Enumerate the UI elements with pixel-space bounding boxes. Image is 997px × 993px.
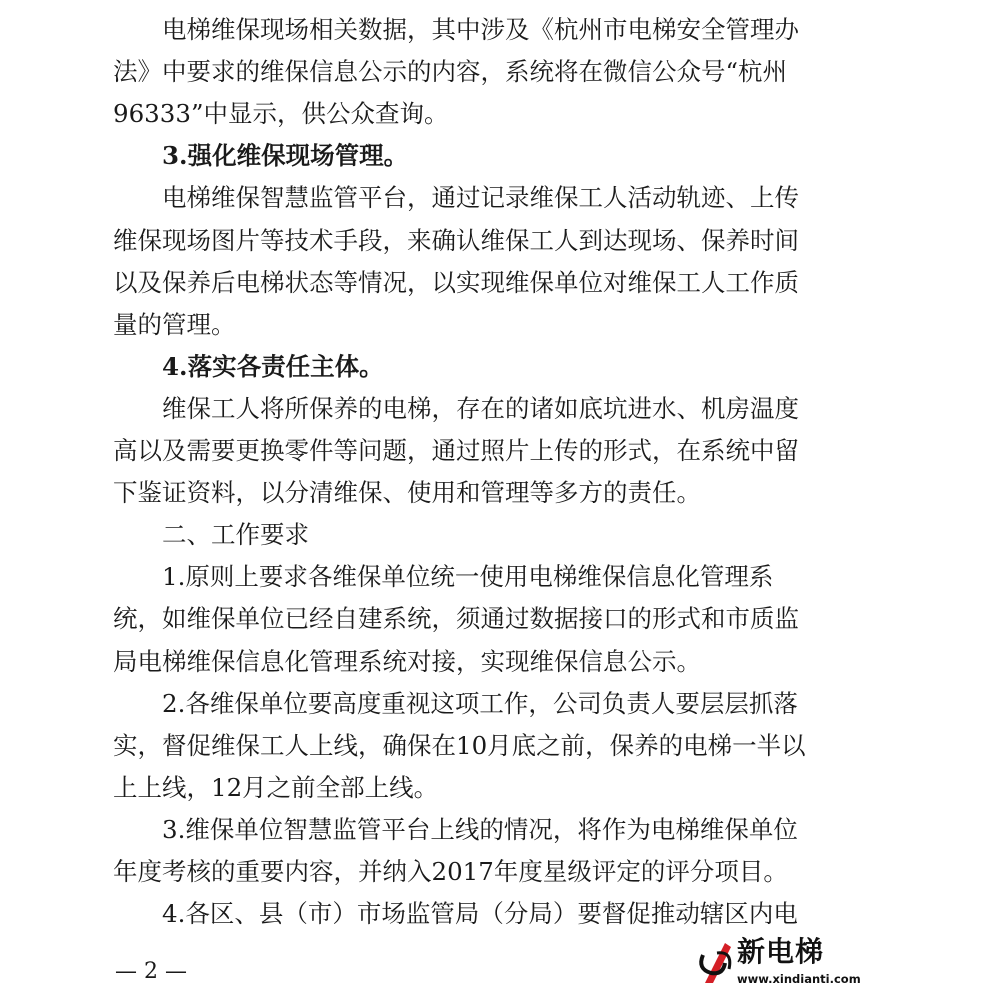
chapter-heading-work-requirements: 二、工作要求 — [162, 520, 309, 550]
body-line: 年度考核的重要内容，并纳入2017年度星级评定的评分项目。 — [113, 857, 788, 886]
body-line: 1.原则上要求各维保单位统一使用电梯维保信息化管理系 — [162, 562, 774, 592]
body-line: 电梯维保现场相关数据，其中涉及《杭州市电梯安全管理办 — [162, 15, 799, 44]
elevator-logo-icon — [695, 939, 739, 987]
watermark-url: www.xindianti.com — [737, 972, 861, 986]
body-line: 量的管理。 — [113, 309, 236, 339]
body-line: 以及保养后电梯状态等情况，以实现维保单位对维保工人工作质 — [113, 267, 799, 297]
body-line: 4.各区、县（市）市场监管局（分局）要督促推动辖区内电 — [162, 899, 798, 929]
body-line: 局电梯维保信息化管理系统对接，实现维保信息公示。 — [113, 646, 701, 676]
body-line: 2.各维保单位要高度重视这项工作，公司负责人要层层抓落 — [162, 688, 798, 718]
watermark — [695, 933, 861, 991]
body-line: 实，督促维保工人上线，确保在10月底之前，保养的电梯一半以 — [113, 730, 806, 760]
page-number: — 2 — — [115, 959, 187, 984]
body-line: 法》中要求的维保信息公示的内容，系统将在微信公众号“杭州 — [113, 57, 788, 87]
watermark-title: 新电梯 — [737, 935, 825, 968]
body-line: 维保工人将所保养的电梯，存在的诸如底坑进水、机房温度 — [162, 393, 799, 423]
body-line: 高以及需要更换零件等问题，通过照片上传的形式，在系统中留 — [113, 436, 799, 465]
body-line: 3.维保单位智慧监管平台上线的情况，将作为电梯维保单位 — [162, 814, 798, 844]
body-line: 96333”中显示，供公众查询。 — [113, 99, 449, 129]
body-line: 下鉴证资料，以分清维保、使用和管理等多方的责任。 — [113, 478, 701, 508]
body-line: 上上线，12月之前全部上线。 — [113, 772, 439, 802]
body-line: 维保现场图片等技术手段，来确认维保工人到达现场、保养时间 — [113, 225, 799, 255]
section-heading-3: 3.强化维保现场管理。 — [162, 141, 409, 171]
body-line: 统，如维保单位已经自建系统，须通过数据接口的形式和市质监 — [113, 604, 799, 634]
section-heading-4: 4.落实各责任主体。 — [162, 351, 384, 381]
body-line: 电梯维保智慧监管平台，通过记录维保工人活动轨迹、上传 — [162, 183, 799, 213]
